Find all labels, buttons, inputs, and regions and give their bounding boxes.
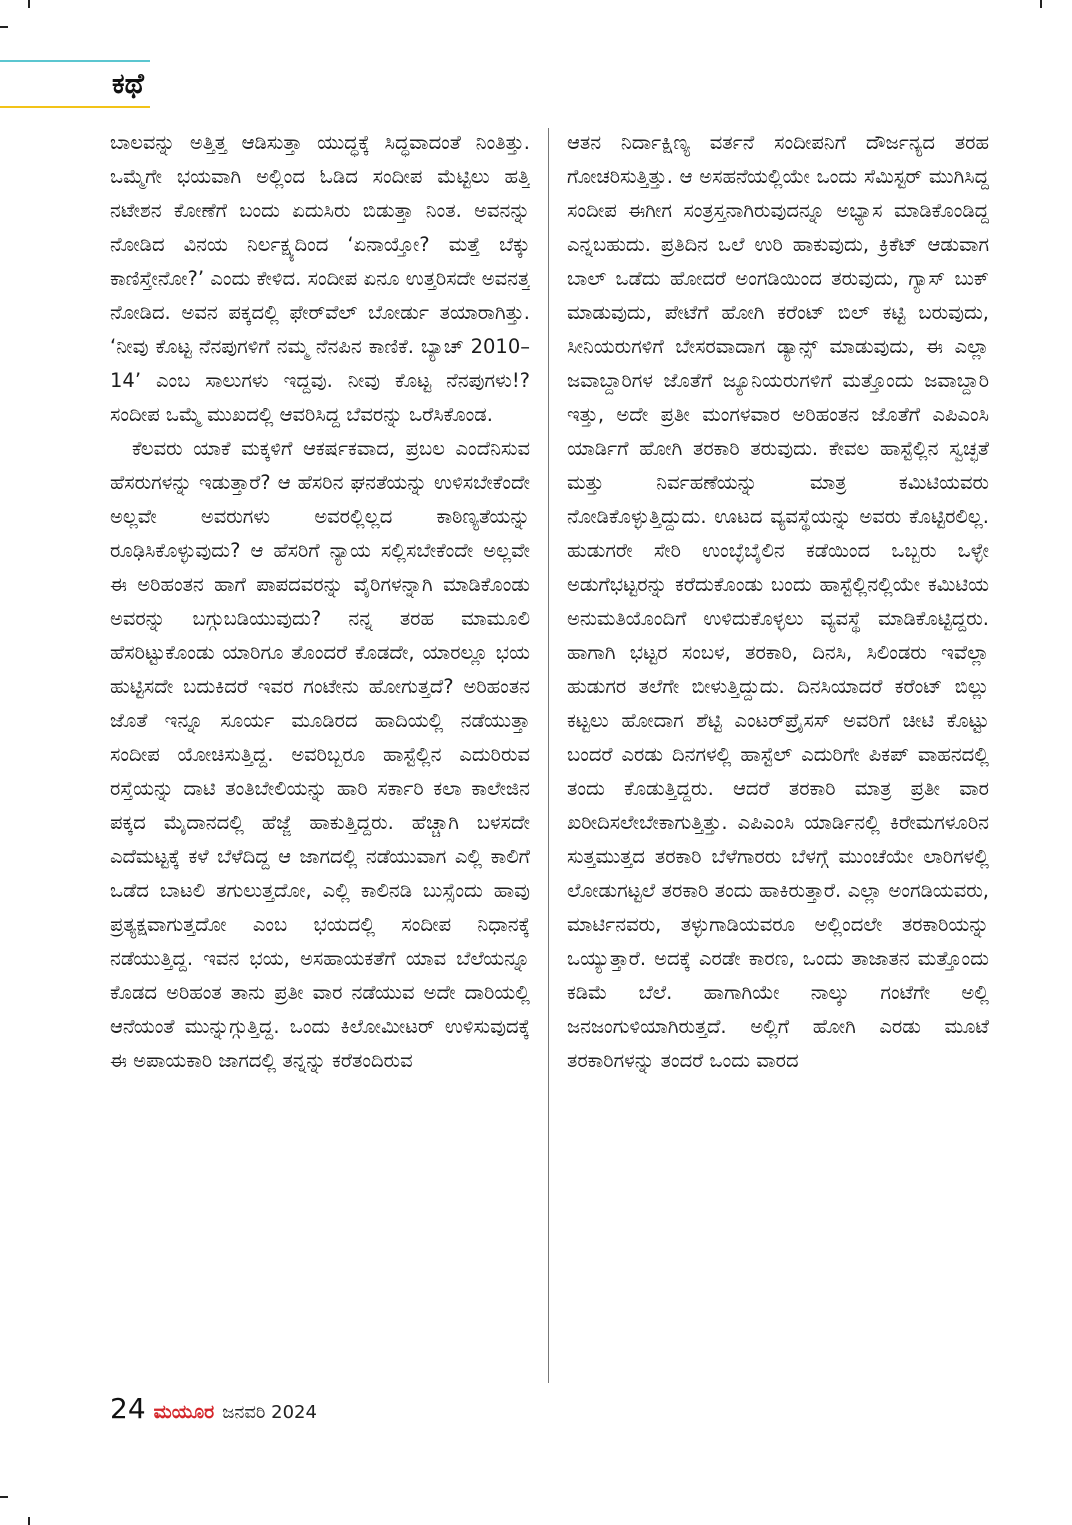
text-column-right [567, 126, 989, 1388]
paragraph: ಆತನ ನಿರ್ದಾಕ್ಷಿಣ್ಯ ವರ್ತನೆ ಸಂದೀಪನಿಗೆ ದೌರ್ಜನ್ಯದ ತರಹ ಗೋಚರಿಸುತ್ತಿತ್ತು. ಆ ಅಸಹನೆಯಲ್ಲಿಯೇ ಒಂದು ಸೆಮಿಸ್ಟರ್ ಮುಗಿಸಿದ್ದ ಸಂದೀಪ ಈಗೀಗ ಸಂತ್ರಸ್ತನಾಗಿರುವುದನ್ನೂ ಅಭ್ಯಾಸ ಮಾಡಿಕೊಂಡಿದ್ದ ಎನ್ನಬಹುದು. ಪ್ರತಿದಿನ ಒಲೆ ಉರಿ ಹಾಕುವುದು, ಕ್ರಿಕೆಟ್ ಆಡುವಾಗ ಬಾಲ್ ಒಡೆದು ಹೋದರೆ ಅಂಗಡಿಯಿಂದ ತರುವುದು, ಗ್ಯಾಸ್ ಬುಕ್ ಮಾಡುವುದು, ಪೇಟೆಗೆ ಹೋಗಿ ಕರೆಂಟ್ ಬಿಲ್ ಕಟ್ಟಿ ಬರುವುದು, ಸೀನಿಯರುಗಳಿಗೆ ಬೇಸರವಾದಾಗ ಡ್ಯಾನ್ಸ್ ಮಾಡುವುದು, ಈ ಎಲ್ಲಾ ಜವಾಬ್ದಾರಿಗಳ ಜೊತೆಗೆ ಜ್ಯೂನಿಯರುಗಳಿಗೆ ಮತ್ತೊಂದು ಜವಾಬ್ದಾರಿ ಇತ್ತು, ಅದೇ ಪ್ರತೀ ಮಂಗಳವಾರ ಅರಿಹಂತನ ಜೊತೆಗೆ ಎಪಿಎಂಸಿ ಯಾರ್ಡಿಗೆ ಹೋಗಿ ತರಕಾರಿ ತರುವುದು. ಕೇವಲ ಹಾಸ್ಟೆಲ್ಲಿನ ಸ್ವಚ್ಛತೆ ಮತ್ತು ನಿರ್ವಹಣೆಯನ್ನು ಮಾತ್ರ ಕಮಿಟಿಯವರು ನೋಡಿಕೊಳ್ಳುತ್ತಿದ್ದುದು. ಊಟದ ವ್ಯವಸ್ಥೆಯನ್ನು ಅವರು ಕೊಟ್ಟಿರಲಿಲ್ಲ. ಹುಡುಗರೇ ಸೇರಿ ಉಂಬ್ಳೆಬೈಲಿನ ಕಡೆಯಿಂದ ಒಬ್ಬರು ಒಳ್ಳೇ ಅಡುಗೆಭಟ್ಟರನ್ನು ಕರೆದುಕೊಂಡು ಬಂದು ಹಾಸ್ಟೆಲ್ಲಿನಲ್ಲಿಯೇ ಕಮಿಟಿಯ ಅನುಮತಿಯೊಂದಿಗೆ ಉಳಿದುಕೊಳ್ಳಲು ವ್ಯವಸ್ಥೆ ಮಾಡಿಕೊಟ್ಟಿದ್ದರು. ಹಾಗಾಗಿ ಭಟ್ಟರ ಸಂಬಳ, ತರಕಾರಿ, ದಿನಸಿ, ಸಿಲಿಂಡರು ಇವೆಲ್ಲಾ ಹುಡುಗರ ತಲೆಗೇ ಬೀಳುತ್ತಿದ್ದುದು. ದಿನಸಿಯಾದರೆ ಕರೆಂಟ್ ಬಿಲ್ಲು ಕಟ್ಟಲು ಹೋದಾಗ ಶೆಟ್ಟಿ ಎಂಟರ್‌ಪ್ರೈಸಸ್ ಅವರಿಗೆ ಚೀಟಿ ಕೊಟ್ಟು ಬಂದರೆ ಎರಡು ದಿನಗಳಲ್ಲಿ ಹಾಸ್ಟೆಲ್ ಎದುರಿಗೇ ಪಿಕಪ್ ವಾಹನದಲ್ಲಿ ತಂದು ಕೊಡುತ್ತಿದ್ದರು. ಆದರೆ ತರಕಾರಿ ಮಾತ್ರ ಪ್ರತೀ ವಾರ ಖರೀದಿಸಲೇಬೇಕಾಗುತ್ತಿತ್ತು. ಎಪಿಎಂಸಿ ಯಾರ್ಡಿನಲ್ಲಿ ಕಿರೇಮಗಳೂರಿನ ಸುತ್ತಮುತ್ತದ ತರಕಾರಿ ಬೆಳೆಗಾರರು ಬೆಳಗ್ಗೆ ಮುಂಚೆಯೇ ಲಾರಿಗಳಲ್ಲಿ ಲೋಡುಗಟ್ಟಲೆ ತರಕಾರಿ ತಂದು ಹಾಕಿರುತ್ತಾರೆ. ಎಲ್ಲಾ ಅಂಗಡಿಯವರು, ಮಾರ್ಟಿನವರು, ತಳ್ಳುಗಾಡಿಯವರೂ ಅಲ್ಲಿಂದಲೇ ತರಕಾರಿಯನ್ನು ಒಯ್ಯುತ್ತಾರೆ. ಅದಕ್ಕೆ ಎರಡೇ ಕಾರಣ, ಒಂದು ತಾಜಾತನ ಮತ್ತೊಂದು ಕಡಿಮೆ ಬೆಲೆ. ಹಾಗಾಗಿಯೇ ನಾಲ್ಕು ಗಂಟೆಗೇ ಅಲ್ಲಿ ಜನಜಂಗುಳಿಯಾಗಿರುತ್ತದೆ. ಅಲ್ಲಿಗೆ ಹೋಗಿ ಎರಡು ಮೂಟೆ ತರಕಾರಿಗಳನ್ನು ತಂದರೆ ಒಂದು ವಾರದ [567, 131, 989, 1072]
paragraph: ಬಾಲವನ್ನು ಅತ್ತಿತ್ತ ಆಡಿಸುತ್ತಾ ಯುದ್ಧಕ್ಕೆ ಸಿದ್ಧವಾದಂತೆ ನಿಂತಿತ್ತು. ಒಮ್ಮೆಗೇ ಭಯವಾಗಿ ಅಲ್ಲಿಂದ ಓಡಿದ ಸಂದೀಪ ಮೆಟ್ಟಿಲು ಹತ್ತಿ ನಟೇಶನ ಕೋಣೆಗೆ ಬಂದು ಏದುಸಿರು ಬಿಡುತ್ತಾ ನಿಂತ. ಅವನನ್ನು ನೋಡಿದ ವಿನಯ ನಿರ್ಲಕ್ಷ್ಯದಿಂದ ‘ಏನಾಯ್ತೋ? ಮತ್ತೆ ಬೆಕ್ಕು ಕಾಣಿಸ್ತೇನೋ?’ ಎಂದು ಕೇಳಿದ. ಸಂದೀಪ ಏನೂ ಉತ್ತರಿಸದೇ ಅವನತ್ತ ನೋಡಿದ. ಅವನ ಪಕ್ಕದಲ್ಲಿ ಫೇರ್‌ವೆಲ್ ಬೋರ್ಡು ತಯಾರಾಗಿತ್ತು. ‘ನೀವು ಕೊಟ್ಟ ನೆನಪುಗಳಿಗೆ ನಮ್ಮ ನೆನಪಿನ ಕಾಣಿಕೆ. ಬ್ಯಾಚ್ 2010–14’ ಎಂಬ ಸಾಲುಗಳು ಇದ್ದವು. ನೀವು ಕೊಟ್ಟ ನೆನಪುಗಳು!? ಸಂದೀಪ ಒಮ್ಮೆ ಮುಖದಲ್ಲಿ ಆವರಿಸಿದ್ದ ಬೆವರನ್ನು ಒರೆಸಿಕೊಂಡ. [110, 131, 530, 426]
page-number: 24 [110, 1392, 146, 1425]
section-title: ಕಥೆ [112, 67, 144, 100]
crop-mark-bottom-left [28, 1517, 30, 1525]
column-divider [548, 128, 549, 1383]
header-rule-yellow [0, 106, 150, 108]
paragraph: ಕೆಲವರು ಯಾಕೆ ಮಕ್ಕಳಿಗೆ ಆಕರ್ಷಕವಾದ, ಪ್ರಬಲ ಎಂದೆನಿಸುವ ಹೆಸರುಗಳನ್ನು ಇಡುತ್ತಾರೆ? ಆ ಹೆಸರಿನ ಘನತೆಯನ್ನು ಉಳಿಸಬೇಕೆಂದೇ ಅಲ್ಲವೇ ಅವರುಗಳು ಅವರಲ್ಲಿಲ್ಲದ ಕಾಠಿಣ್ಯತೆಯನ್ನು ರೂಢಿಸಿಕೊಳ್ಳುವುದು? ಆ ಹೆಸರಿಗೆ ನ್ಯಾಯ ಸಲ್ಲಿಸಬೇಕೆಂದೇ ಅಲ್ಲವೇ ಈ ಅರಿಹಂತನ ಹಾಗೆ ಪಾಪದವರನ್ನು ವೈರಿಗಳನ್ನಾಗಿ ಮಾಡಿಕೊಂಡು ಅವರನ್ನು ಬಗ್ಗುಬಡಿಯುವುದು? ನನ್ನ ತರಹ ಮಾಮೂಲಿ ಹೆಸರಿಟ್ಟುಕೊಂಡು ಯಾರಿಗೂ ತೊಂದರೆ ಕೊಡದೇ, ಯಾರಲ್ಲೂ ಭಯ ಹುಟ್ಟಿಸದೇ ಬದುಕಿದರೆ ಇವರ ಗಂಟೇನು ಹೋಗುತ್ತದೆ? ಅರಿಹಂತನ ಜೊತೆ ಇನ್ನೂ ಸೂರ್ಯ ಮೂಡಿರದ ಹಾದಿಯಲ್ಲಿ ನಡೆಯುತ್ತಾ ಸಂದೀಪ ಯೋಚಿಸುತ್ತಿದ್ದ. ಅವರಿಬ್ಬರೂ ಹಾಸ್ಟೆಲ್ಲಿನ ಎದುರಿರುವ ರಸ್ತೆಯನ್ನು ದಾಟಿ ತಂತಿಬೇಲಿಯನ್ನು ಹಾರಿ ಸರ್ಕಾರಿ ಕಲಾ ಕಾಲೇಜಿನ ಪಕ್ಕದ ಮೈದಾನದಲ್ಲಿ ಹೆಜ್ಜೆ ಹಾಕುತ್ತಿದ್ದರು. ಹೆಚ್ಚಾಗಿ ಬಳಸದೇ ಎದೆಮಟ್ಟಕ್ಕೆ ಕಳೆ ಬೆಳೆದಿದ್ದ ಆ ಜಾಗದಲ್ಲಿ ನಡೆಯುವಾಗ ಎಲ್ಲಿ ಕಾಲಿಗೆ ಒಡೆದ ಬಾಟಲಿ ತಗುಲುತ್ತದೋ, ಎಲ್ಲಿ ಕಾಲಿನಡಿ ಬುಸ್ಸೆಂದು ಹಾವು ಪ್ರತ್ಯಕ್ಷವಾಗುತ್ತದೋ ಎಂಬ ಭಯದಲ್ಲಿ ಸಂದೀಪ ನಿಧಾನಕ್ಕೆ ನಡೆಯುತ್ತಿದ್ದ. ಇವನ ಭಯ, ಅಸಹಾಯಕತೆಗೆ ಯಾವ ಬೆಲೆಯನ್ನೂ ಕೊಡದ ಅರಿಹಂತ ತಾನು ಪ್ರತೀ ವಾರ ನಡೆಯುವ ಅದೇ ದಾರಿಯಲ್ಲಿ ಆನೆಯಂತೆ ಮುನ್ನುಗ್ಗುತ್ತಿದ್ದ. ಒಂದು ಕಿಲೋಮೀಟರ್ ಉಳಿಸುವುದಕ್ಕೆ ಈ ಅಪಾಯಕಾರಿ ಜಾಗದಲ್ಲಿ ತನ್ನನ್ನು ಕರೆತಂದಿರುವ [110, 437, 530, 1072]
crop-mark-top-left [28, 0, 30, 8]
crop-mark-left-lower [0, 1496, 8, 1498]
header-rule-teal [0, 60, 150, 62]
issue-date: ಜನವರಿ 2024 [222, 1402, 317, 1423]
crop-mark-top-right [1040, 0, 1042, 8]
crop-mark-left-upper [0, 26, 8, 28]
magazine-logo: ಮಯೂರ [153, 1401, 215, 1423]
text-column-left [110, 126, 530, 1388]
page-footer [110, 1392, 317, 1428]
